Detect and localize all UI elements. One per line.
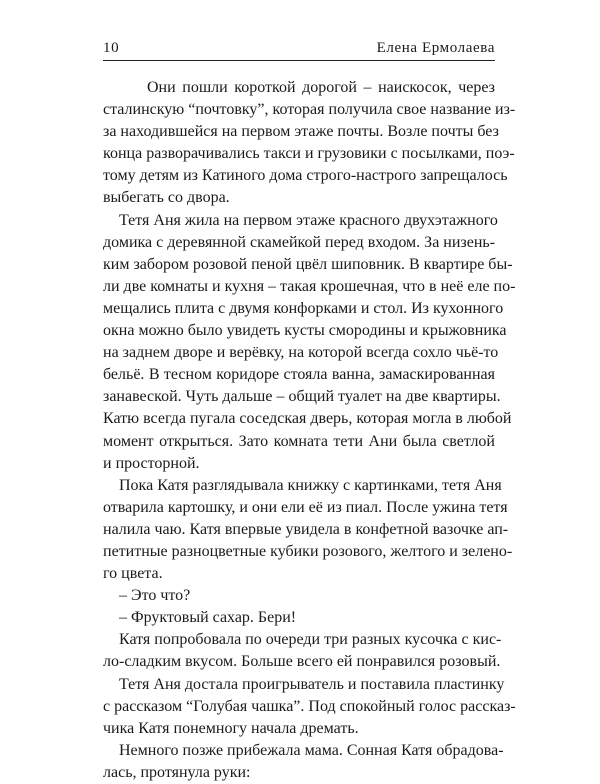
text-line: Немного позже прибежала мама. Сонная Катя обрадова-	[119, 741, 504, 759]
text-line: домика с деревянной скамейкой перед входом. За низень-	[103, 233, 496, 251]
text-line: Они пошли короткой дорогой – наискосок, через	[147, 79, 495, 96]
text-line: лась, протянула руки:	[103, 763, 251, 781]
text-line: ло-сладким вкусом. Больше всего ей понравился розовый.	[103, 653, 501, 671]
page-number: 10	[103, 40, 120, 56]
text-line: Катя попробовала по очереди три разных кусочка с кис-	[119, 631, 502, 649]
text-line: тому детям из Катиного дома строго-настрого запрещалось	[103, 167, 508, 185]
text-line: занавеской. Чуть дальше – общий туалет на две квартиры.	[103, 388, 501, 406]
text-line: на заднем дворе и верёвку, на которой всегда сохло чьё-то	[103, 344, 499, 362]
text-line: сталинскую “почтовку”, которая получила свое название из-	[103, 101, 516, 119]
text-line: ли две комнаты и кухня – такая крошечная, что в неё еле по-	[103, 277, 516, 295]
text-line: отварила картошку, и они ели её из пиал. После ужина тетя	[103, 498, 508, 516]
text-line: – Фруктовый сахар. Бери!	[119, 609, 297, 627]
page-header	[103, 36, 495, 61]
text-line: Тетя Аня достала проигрыватель и поставила пластинку	[119, 675, 505, 693]
text-line: выбегать со двора.	[103, 189, 230, 207]
text-line: Тетя Аня жила на первом этаже красного двухэтажного	[119, 211, 498, 229]
text-line: петитные разноцветные кубики розового, желтого и зелено-	[103, 542, 513, 560]
text-line: ким забором розовой пеной цвёл шиповник. В квартире бы-	[103, 255, 513, 273]
text-line: с рассказом “Голубая чашка”. Под спокойный голос рассказ-	[103, 697, 516, 715]
text-line: Пока Катя разглядывала книжку с картинками, тетя Аня	[119, 476, 502, 494]
text-line: налила чаю. Катя впервые увидела в конфетной вазочке ап-	[103, 520, 509, 538]
text-line: конца разворачивались такси и грузовики с посылками, поэ-	[103, 145, 515, 163]
text-line: мещались плита с двумя конфорками и стол. Из кухонного	[103, 299, 504, 317]
text-line: момент открыться. Зато комната тети Ани была светлой	[103, 432, 495, 450]
body-text	[103, 77, 516, 784]
text-line: за находившейся на первом этаже почты. Возле почты без	[103, 123, 499, 141]
running-head-author: Елена Ермолаева	[376, 40, 495, 56]
text-line: Катю всегда пугала соседская дверь, которая могла в любой	[103, 410, 512, 428]
text-line: – Это что?	[119, 587, 191, 605]
text-line: и просторной.	[103, 454, 200, 472]
text-line: окна можно было увидеть кусты смородины и крыжовника	[103, 322, 507, 340]
text-line: чика Катя понемногу начала дремать.	[103, 719, 359, 737]
text-line: бельё. В тесном коридоре стояла ванна, замаскированная	[103, 366, 495, 384]
text-line: го цвета.	[103, 565, 163, 583]
